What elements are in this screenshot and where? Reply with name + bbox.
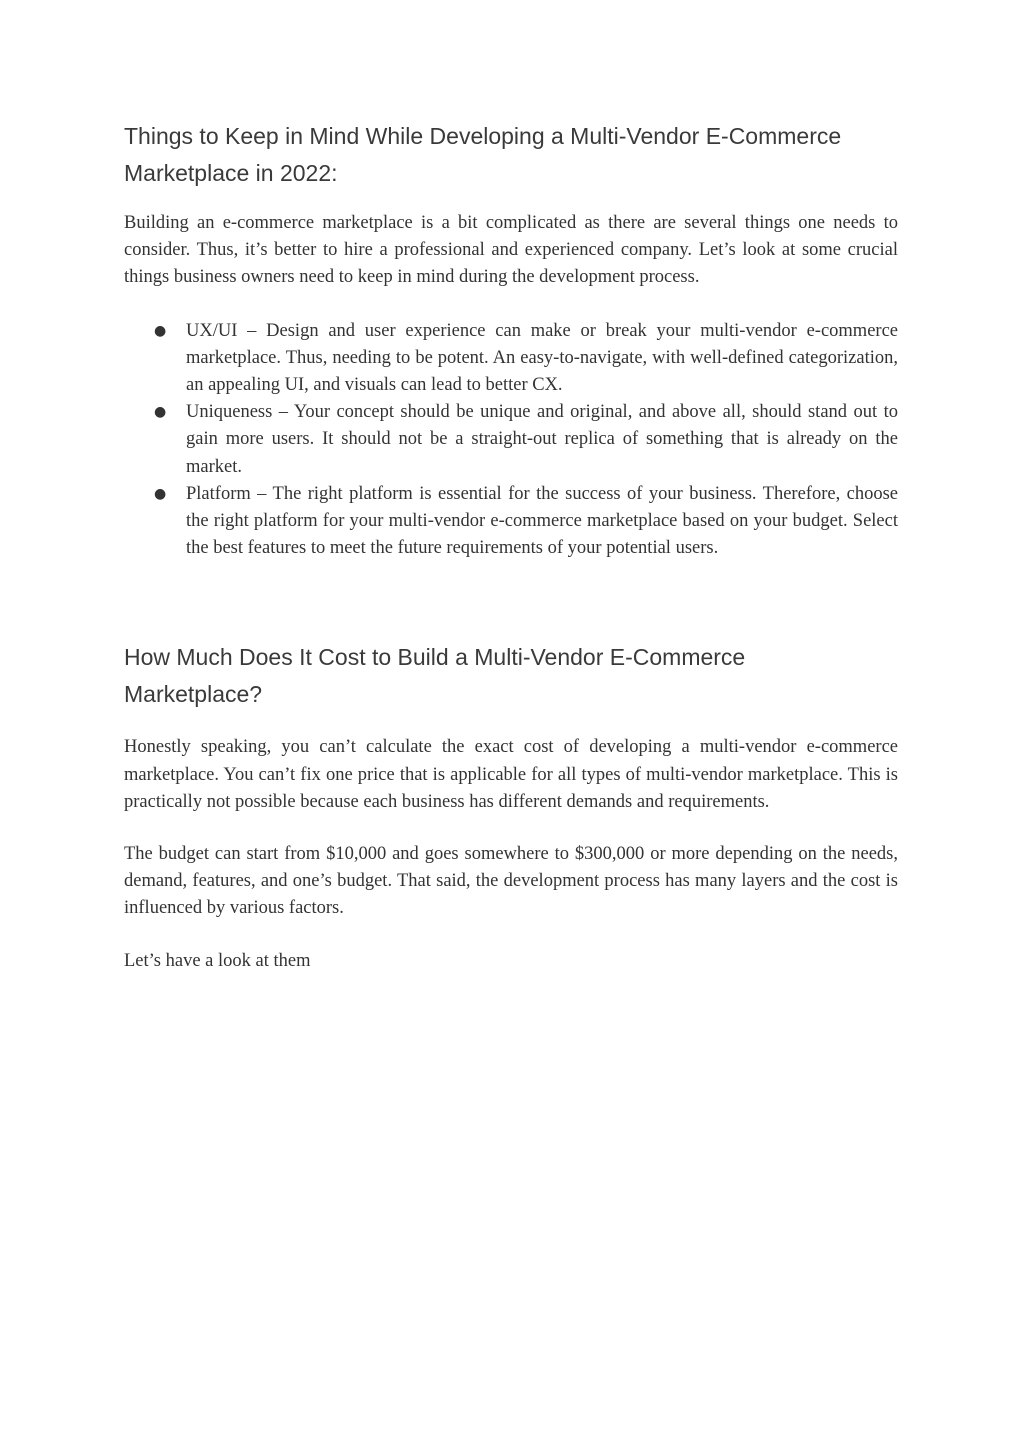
- paragraph-cost-intro: Honestly speaking, you can’t calculate the exact cost of developing a multi-vendor e-commerce marketplace. You can’t fix one price that is applicable for all types of multi-vendor marketplace. This is practically not possible because each business has different demands and requirements.: [124, 737, 898, 812]
- section-heading-things-to-keep-in-mind: Things to Keep in Mind While Developing a Multi-Vendor E-Commerce Marketplace in 2022:: [124, 123, 842, 186]
- intro-paragraph: Building an e-commerce marketplace is a bit complicated as there are several things one needs to consider. Thus, it’s better to hire a professional and experienced company. Let’s look at some crucial things business owners need to keep in mind during the development process.: [124, 213, 898, 288]
- list-item-platform: [124, 481, 898, 563]
- bullet-icon: ●: [154, 404, 167, 421]
- list-item-text: Platform – The right platform is essential for the success of your business. Therefore, choose the right platform for your multi-vendor e-commerce marketplace based on your budget. Select the best features to meet the future requirements of your potential users.: [186, 483, 898, 559]
- section-heading-cost: How Much Does It Cost to Build a Multi-Vendor E-Commerce Marketplace?: [124, 644, 746, 708]
- list-item-uniqueness: [124, 399, 898, 481]
- document-page: [124, 118, 898, 975]
- paragraph-budget: The budget can start from $10,000 and goes somewhere to $300,000 or more depending on the needs, demand, features, and one’s budget. That said, the development process has many layers and the cost is influenced by various factors.: [124, 844, 898, 919]
- bullet-icon: ●: [154, 322, 167, 339]
- bullet-icon: ●: [154, 485, 167, 502]
- list-item-text: Uniqueness – Your concept should be unique and original, and above all, should stand out to gain more users. It should not be a straight-out replica of something that is already on the market.: [186, 402, 898, 477]
- list-item-ux-ui: [124, 318, 898, 400]
- paragraph-look-at-them: Let’s have a look at them: [124, 950, 311, 971]
- list-item-text: UX/UI – Design and user experience can make or break your multi-vendor e-commerce marketplace. Thus, needing to be potent. An easy-to-navigate, with well-defined categorization, an appealing UI, and visuals can lead to better CX.: [186, 320, 898, 396]
- considerations-list: [124, 318, 898, 563]
